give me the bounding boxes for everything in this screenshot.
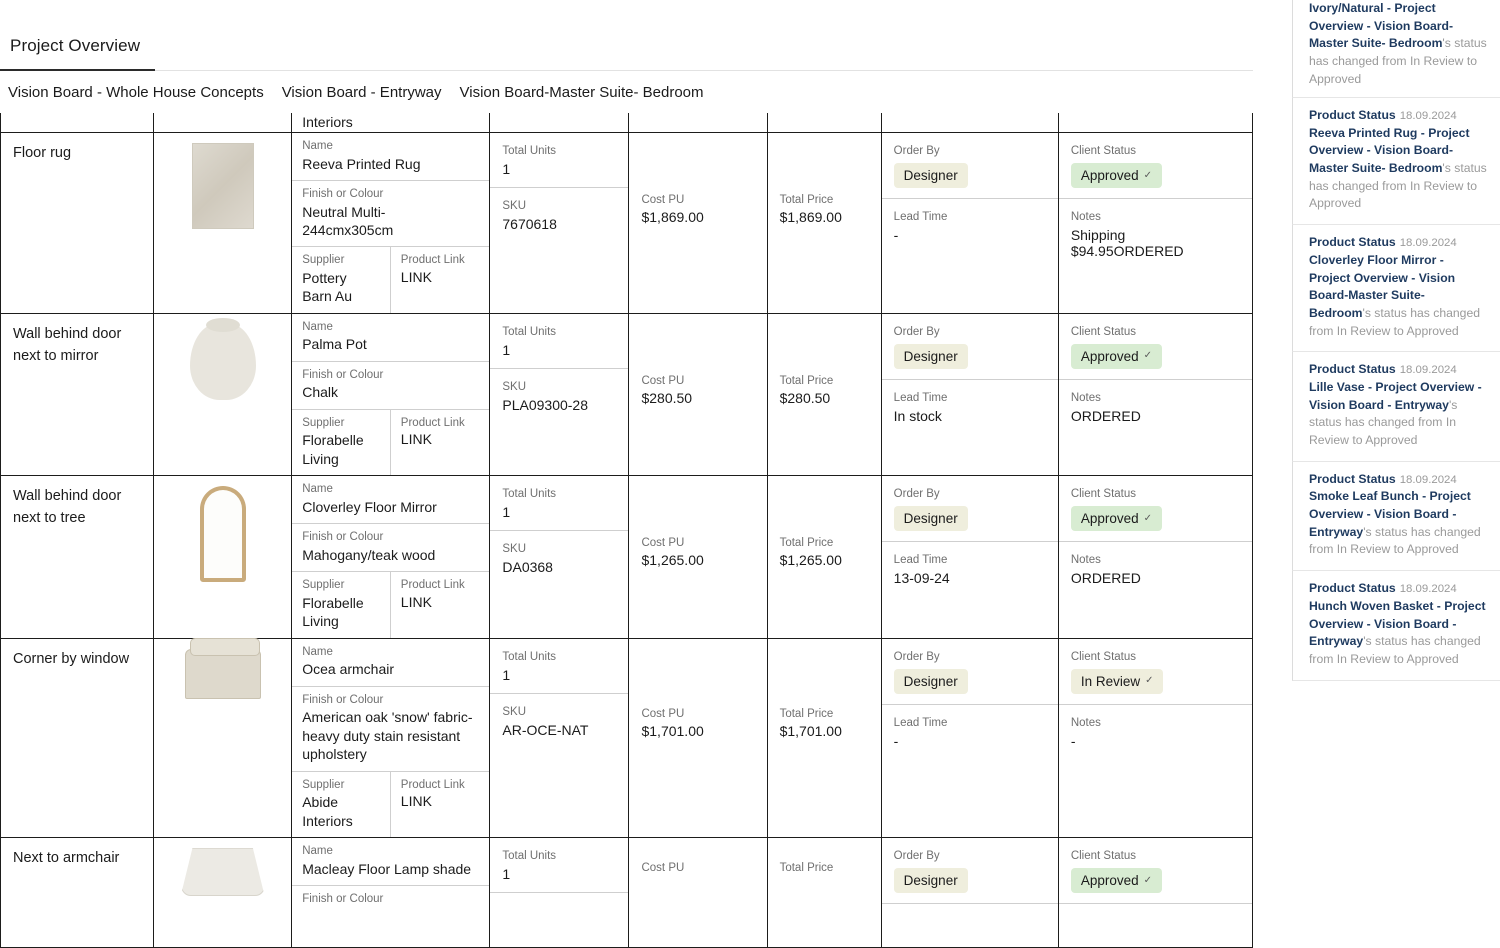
field-label-product-link: Product Link <box>400 254 465 267</box>
field-name <box>292 838 489 886</box>
field-label-total-units: Total Units <box>502 650 557 663</box>
field-label-order-by: Order By <box>893 650 940 663</box>
field-client-status <box>1059 314 1252 380</box>
feed-item-tail: 's status has changed from In Review to Approved <box>1309 397 1458 447</box>
field-label-sku: SKU <box>502 380 527 393</box>
field-label-total-price: Total Price <box>779 862 834 875</box>
field-supplier-link <box>292 247 489 312</box>
armchair-thumbnail <box>154 639 291 709</box>
product-link[interactable]: LINK <box>400 593 432 610</box>
field-supplier <box>292 772 391 837</box>
field-label-client-status: Client Status <box>1070 145 1137 157</box>
field-notes <box>1059 904 1252 926</box>
tab-whole-house-concepts[interactable]: Vision Board - Whole House Concepts <box>8 84 264 101</box>
feed-item-subject: Lille Vase - Project Overview - Vision Board - Entryway <box>1309 379 1482 412</box>
feed-item-date: 18.09.2024 <box>1399 583 1457 596</box>
cell-location <box>1 638 154 837</box>
field-total-price <box>768 314 881 418</box>
location-label: Corner by window <box>13 650 130 667</box>
sku-value: AR-OCE-NAT <box>502 721 589 738</box>
field-label-client-status: Client Status <box>1070 488 1137 501</box>
field-label-order-by: Order By <box>893 325 940 338</box>
tab-bar <box>8 82 722 103</box>
field-label-name: Name <box>302 645 333 658</box>
field-client-status <box>1059 838 1252 904</box>
product-finish: Chalk <box>302 384 339 401</box>
status-badge[interactable] <box>1071 669 1164 694</box>
product-supplier: Pottery Barn Au <box>302 269 353 305</box>
field-label-order-by: Order By <box>893 488 940 501</box>
product-name: Palma Pot <box>302 336 367 353</box>
table-row[interactable] <box>1 476 1253 638</box>
cell-product-details <box>292 476 490 638</box>
product-name: Macleay Floor Lamp shade <box>302 860 472 877</box>
field-label-name: Name <box>302 483 333 496</box>
field-label-supplier: Supplier <box>302 778 345 791</box>
field-lead-time <box>882 199 1058 253</box>
cost-pu-value: $1,701.00 <box>641 722 704 739</box>
total-price-value: $1,265.00 <box>779 552 842 569</box>
feed-item[interactable] <box>1292 98 1500 225</box>
cell-location <box>1 476 154 638</box>
field-cost-pu <box>629 838 766 889</box>
product-supplier: Florabelle Living <box>302 594 364 630</box>
status-badge[interactable] <box>1071 868 1162 893</box>
field-supplier-link <box>292 410 489 475</box>
field-supplier <box>292 410 391 475</box>
location-label: Floor rug <box>13 145 72 161</box>
feed-item-text <box>1309 107 1488 213</box>
location-label: Wall behind door next to mirror <box>13 325 122 364</box>
field-finish <box>292 181 489 247</box>
chevron-down-icon: ✓ <box>1143 512 1152 524</box>
product-table-scroll[interactable] <box>0 113 1253 906</box>
order-by-value: Designer <box>903 873 958 889</box>
chevron-down-icon: ✓ <box>1143 169 1152 181</box>
field-label-cost-pu: Cost PU <box>641 194 685 206</box>
order-by-pill[interactable] <box>894 163 968 188</box>
feed-item-title: Product Status <box>1309 108 1396 122</box>
feed-item-text <box>1309 361 1488 449</box>
feed-item-text <box>1309 471 1488 559</box>
feed-item-subject: Ivory/Natural - Project Overview - Vision Board-Master Suite- Bedroom <box>1309 1 1454 51</box>
field-label-cost-pu: Cost PU <box>641 374 685 387</box>
client-status-value: Approved <box>1080 168 1139 183</box>
field-supplier <box>292 247 391 312</box>
field-name <box>292 639 489 687</box>
pot-thumbnail <box>154 314 291 410</box>
feed-item-title: Product Status <box>1309 362 1396 377</box>
field-label-lead-time: Lead Time <box>893 391 948 404</box>
product-finish: Neutral Multi- 244cmx305cm <box>302 203 394 238</box>
field-label-total-price: Total Price <box>779 537 834 550</box>
feed-item-subject: Smoke Leaf Bunch - Project Overview - Vision Board - Entryway <box>1309 489 1471 539</box>
field-total-units <box>490 476 628 531</box>
feed-item-subject: Cloverley Floor Mirror - Project Overview - Vision Board-Master Suite- Bedroom <box>1309 252 1456 320</box>
field-label-cost-pu: Cost PU <box>641 537 685 550</box>
field-client-status <box>1059 133 1252 199</box>
field-product-link <box>391 772 490 837</box>
field-label-order-by: Order By <box>893 850 940 863</box>
cell-cost-pu <box>629 638 767 837</box>
table-row[interactable] <box>1 313 1253 475</box>
total-price-value: $1,869.00 <box>779 209 842 225</box>
field-sku <box>490 694 628 748</box>
cell-cost-pu <box>629 476 767 638</box>
feed-item-tail: 's status has changed from In Review to Approved <box>1309 305 1481 338</box>
cell-units-sku <box>490 638 629 837</box>
cell-client <box>1058 838 1252 948</box>
field-order-by <box>882 133 1058 199</box>
total-units-value: 1 <box>502 161 511 177</box>
field-total-price <box>768 639 881 751</box>
feed-item[interactable] <box>1292 462 1500 571</box>
field-label-total-price: Total Price <box>779 707 834 720</box>
feed-item-date: 18.09.2024 <box>1399 110 1457 122</box>
field-label-client-status: Client Status <box>1070 850 1137 863</box>
field-sku <box>490 188 628 242</box>
order-by-value: Designer <box>903 168 958 183</box>
cost-pu-value: $280.50 <box>641 389 693 406</box>
lead-time-value: - <box>893 732 899 749</box>
field-label-notes: Notes <box>1070 716 1101 729</box>
cell-image <box>154 133 292 314</box>
field-product-link <box>391 572 490 637</box>
feed-item-title: Product Status <box>1309 581 1396 596</box>
feed-item[interactable] <box>1292 352 1500 461</box>
field-label-name: Name <box>302 140 333 152</box>
feed-item-subject: Reeva Printed Rug - Project Overview - Vision Board-Master Suite- Bedroom <box>1309 125 1470 176</box>
field-supplier-link <box>292 572 489 637</box>
tab-master-suite-bedroom[interactable]: Vision Board-Master Suite- Bedroom <box>459 84 704 101</box>
cell-total-price <box>767 838 881 948</box>
feed-item-date: 18.09.2024 <box>1399 364 1457 377</box>
field-label-supplier: Supplier <box>302 579 345 592</box>
total-units-value: 1 <box>502 866 511 883</box>
lamp-thumbnail <box>154 838 291 906</box>
field-label-notes: Notes <box>1070 211 1101 223</box>
field-label-total-price: Total Price <box>779 194 834 206</box>
cost-pu-value: $1,265.00 <box>641 552 704 569</box>
field-label-client-status: Client Status <box>1070 325 1137 338</box>
cell-location <box>1 838 154 948</box>
field-cost-pu <box>629 476 766 580</box>
cell-product-details <box>292 638 490 837</box>
field-label-finish: Finish or Colour <box>302 531 384 544</box>
field-total-units <box>490 314 628 369</box>
cell-image <box>154 838 292 948</box>
feed-item-date: 18.09.2024 <box>1399 237 1457 250</box>
product-table <box>0 113 1253 948</box>
field-label-product-link: Product Link <box>400 778 465 791</box>
activity-feed[interactable] <box>1292 0 1500 769</box>
cell-total-price <box>767 133 881 314</box>
notes-value: Shipping $94.95ORDERED <box>1070 227 1184 259</box>
chevron-down-icon: ✓ <box>1143 874 1152 886</box>
field-total-price <box>768 133 881 237</box>
field-total-price <box>768 476 881 580</box>
feed-item-tail: 's status has changed from In Review to Approved <box>1309 36 1487 86</box>
field-supplier <box>292 572 391 637</box>
order-by-pill[interactable] <box>894 506 968 531</box>
field-label-order-by: Order By <box>893 145 940 157</box>
field-cost-pu <box>629 314 766 418</box>
order-by-value: Designer <box>903 511 958 527</box>
sku-value: PLA09300-28 <box>502 396 589 413</box>
field-total-units <box>490 639 628 694</box>
field-label-total-price: Total Price <box>779 374 834 387</box>
field-label-cost-pu: Cost PU <box>641 862 685 875</box>
field-label-lead-time: Lead Time <box>893 716 948 729</box>
clipped-supplier-text: Interiors <box>302 114 353 130</box>
cell-product-details <box>292 133 490 314</box>
location-label: Wall behind door next to tree <box>13 488 122 527</box>
cell-image <box>154 476 292 638</box>
feed-item-text <box>1309 580 1488 668</box>
field-finish <box>292 524 489 572</box>
table-row-clipped <box>1 113 1253 133</box>
chevron-down-icon: ✓ <box>1145 675 1154 687</box>
cell-product-details <box>292 838 490 948</box>
feed-item[interactable] <box>1292 0 1500 98</box>
cell-units-sku <box>490 476 629 638</box>
field-label-notes: Notes <box>1070 554 1101 567</box>
field-label-client-status: Client Status <box>1070 650 1137 663</box>
cell-client <box>1058 638 1252 837</box>
notes-value: ORDERED <box>1070 407 1141 424</box>
notes-value: ORDERED <box>1070 570 1141 587</box>
field-label-sku: SKU <box>502 705 527 718</box>
field-label-finish: Finish or Colour <box>302 187 384 200</box>
field-label-product-link: Product Link <box>400 579 465 592</box>
cost-pu-value: $1,869.00 <box>641 209 704 225</box>
field-cost-pu <box>629 133 766 237</box>
field-label-finish: Finish or Colour <box>302 693 384 706</box>
cell-units-sku <box>490 133 629 314</box>
order-by-value: Designer <box>903 673 958 689</box>
field-label-cost-pu: Cost PU <box>641 707 685 720</box>
feed-item-tail: 's status has changed from In Review to Approved <box>1309 634 1481 666</box>
field-sku <box>490 893 628 915</box>
field-sku <box>490 531 628 585</box>
field-finish <box>292 362 489 410</box>
cell-location <box>1 133 154 314</box>
product-name: Reeva Printed Rug <box>302 155 421 172</box>
cell-total-price <box>767 313 881 475</box>
total-units-value: 1 <box>502 341 511 358</box>
notes-value: - <box>1070 732 1076 749</box>
cell-client <box>1058 133 1252 314</box>
cell-image <box>154 313 292 475</box>
cell-client <box>1058 313 1252 475</box>
feed-item-tail: 's status has changed from In Review to Approved <box>1309 161 1487 211</box>
cell-image <box>154 638 292 837</box>
field-finish <box>292 687 489 772</box>
field-sku <box>490 369 628 423</box>
field-name <box>292 314 489 362</box>
product-link[interactable]: LINK <box>400 268 432 285</box>
total-price-value: $1,701.00 <box>779 722 842 739</box>
cell-total-price <box>767 476 881 638</box>
field-order-by <box>882 639 1058 705</box>
product-supplier: Abide Interiors <box>302 794 353 829</box>
cell-product-details <box>292 313 490 475</box>
field-name <box>292 476 489 524</box>
field-label-supplier: Supplier <box>302 416 345 429</box>
cell-cost-pu <box>629 133 767 314</box>
sku-value: 7670618 <box>502 216 557 232</box>
table-row[interactable] <box>1 838 1253 948</box>
field-label-product-link: Product Link <box>400 416 465 429</box>
total-price-value: $280.50 <box>779 389 831 406</box>
cell-order <box>881 133 1058 314</box>
product-finish: American oak 'snow' fabric- heavy duty stain resistant upholstery <box>302 709 473 763</box>
product-supplier: Florabelle Living <box>302 432 364 467</box>
field-lead-time <box>882 380 1058 434</box>
lead-time-value: 13-09-24 <box>893 570 950 587</box>
field-order-by <box>882 314 1058 380</box>
cell-location <box>1 313 154 475</box>
cell-order <box>881 476 1058 638</box>
cell-order <box>881 638 1058 837</box>
lead-time-value: - <box>893 227 899 243</box>
field-total-units <box>490 838 628 893</box>
page-header <box>0 0 1260 118</box>
feed-item-subject: Hunch Woven Basket - Project Overview - Vision Board - Entryway <box>1309 598 1486 649</box>
product-link[interactable]: LINK <box>400 793 432 810</box>
client-status-value: Approved <box>1080 511 1139 527</box>
cell-units-sku <box>490 313 629 475</box>
field-label-sku: SKU <box>502 543 527 556</box>
rug-thumbnail <box>154 133 291 239</box>
field-order-by <box>882 476 1058 542</box>
client-status-value: Approved <box>1080 348 1139 364</box>
table-row[interactable] <box>1 133 1253 314</box>
field-notes <box>1059 199 1252 269</box>
cell-cost-pu <box>629 838 767 948</box>
field-lead-time <box>882 705 1058 759</box>
feed-item-tail: 's status has changed from In Review to Approved <box>1309 524 1481 557</box>
field-label-total-units: Total Units <box>502 325 557 338</box>
tab-entryway[interactable]: Vision Board - Entryway <box>281 84 442 101</box>
field-lead-time <box>882 542 1058 596</box>
header-divider <box>0 70 1253 71</box>
location-label: Next to armchair <box>13 850 120 867</box>
field-label-lead-time: Lead Time <box>893 211 948 223</box>
sku-value: DA0368 <box>502 559 553 576</box>
field-lead-time <box>882 904 1058 926</box>
field-label-lead-time: Lead Time <box>893 554 948 567</box>
product-link[interactable]: LINK <box>400 431 432 448</box>
field-name <box>292 133 489 181</box>
order-by-value: Designer <box>903 348 958 364</box>
status-badge[interactable] <box>1071 344 1162 369</box>
product-finish: Mahogany/teak wood <box>302 546 436 563</box>
table-row[interactable] <box>1 638 1253 837</box>
field-label-sku: SKU <box>502 200 527 212</box>
field-total-units <box>490 133 628 188</box>
field-label-name: Name <box>302 845 333 858</box>
client-status-value: In Review <box>1080 673 1141 689</box>
order-by-pill[interactable] <box>894 344 968 369</box>
order-by-pill[interactable] <box>894 669 968 694</box>
field-label-finish: Finish or Colour <box>302 893 384 906</box>
field-label-total-units: Total Units <box>502 488 557 501</box>
field-cost-pu <box>629 639 766 751</box>
field-label-total-units: Total Units <box>502 145 557 157</box>
feed-item[interactable] <box>1292 571 1500 680</box>
field-total-price <box>768 838 881 889</box>
field-label-notes: Notes <box>1070 391 1101 404</box>
field-label-finish: Finish or Colour <box>302 368 384 381</box>
field-client-status <box>1059 476 1252 542</box>
field-notes <box>1059 380 1252 434</box>
cell-cost-pu <box>629 313 767 475</box>
cell-order <box>881 838 1058 948</box>
feed-item-text <box>1309 234 1488 340</box>
client-status-value: Approved <box>1080 873 1139 889</box>
product-name: Cloverley Floor Mirror <box>302 498 437 515</box>
chevron-down-icon: ✓ <box>1143 350 1152 362</box>
active-section-underline <box>0 69 155 71</box>
cell-units-sku <box>490 838 629 948</box>
feed-item-title: Product Status <box>1309 235 1396 250</box>
status-badge[interactable] <box>1071 506 1162 531</box>
field-label-supplier: Supplier <box>302 254 345 267</box>
field-product-link <box>391 247 490 312</box>
field-client-status <box>1059 639 1252 705</box>
cell-total-price <box>767 638 881 837</box>
product-name: Ocea armchair <box>302 661 395 678</box>
field-label-name: Name <box>302 320 333 333</box>
cell-order <box>881 313 1058 475</box>
total-units-value: 1 <box>502 504 511 521</box>
field-product-link <box>391 410 490 475</box>
field-notes <box>1059 542 1252 596</box>
total-units-value: 1 <box>502 666 511 683</box>
mirror-thumbnail <box>154 476 291 592</box>
field-finish <box>292 886 489 915</box>
feed-item-text <box>1309 0 1488 88</box>
feed-item-title: Product Status <box>1309 471 1396 486</box>
order-by-pill[interactable] <box>894 868 968 893</box>
feed-item[interactable] <box>1292 225 1500 352</box>
cell-client <box>1058 476 1252 638</box>
field-supplier-link <box>292 772 489 837</box>
feed-item-date: 18.09.2024 <box>1399 473 1457 486</box>
lead-time-value: In stock <box>893 407 942 424</box>
field-notes <box>1059 705 1252 759</box>
page-title: Project Overview <box>10 36 141 55</box>
field-order-by <box>882 838 1058 904</box>
status-badge[interactable] <box>1071 163 1162 188</box>
field-label-total-units: Total Units <box>502 850 557 863</box>
